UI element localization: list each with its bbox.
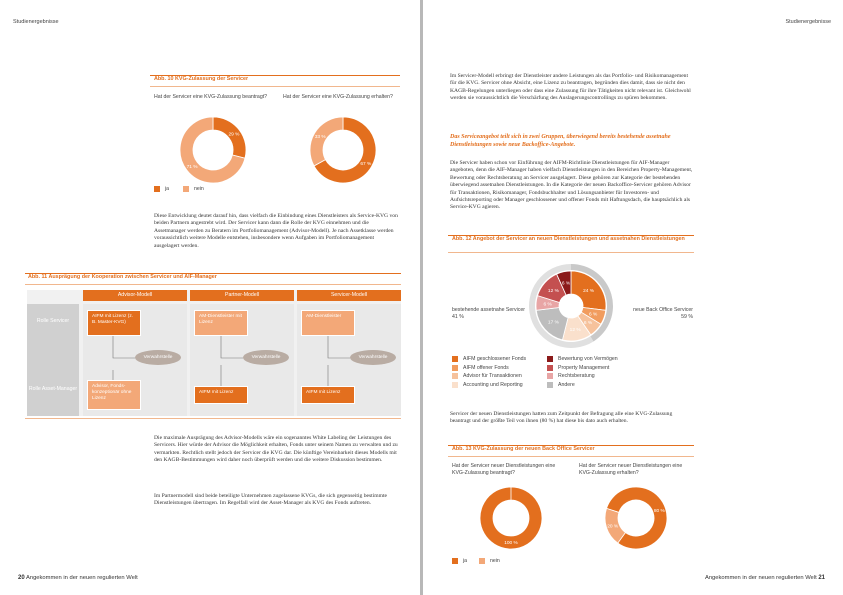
caption-rule-bottom [448,456,694,457]
caption-rule-bottom [448,252,694,253]
outer-label-text: bestehende assetnahe Servicer [452,307,525,313]
page-number: 21 [818,575,825,581]
legend-swatch [452,365,458,371]
legend-item-ja [452,558,467,564]
slice-label: 6 % [583,320,593,326]
figure-bottom-rule [25,418,401,419]
donut-slice [310,117,343,166]
outer-label-pct: 59 % [681,313,693,320]
legend-label: nein [194,186,204,192]
cooperation-diagram [27,290,401,416]
legend-item-ja [154,186,169,192]
legend-label: Advisor für Transaktionen [463,373,522,379]
slice-label: 6 % [589,312,598,318]
legend-label: Property Management [558,364,610,371]
legend-item [452,365,509,371]
legend-swatch [547,382,553,388]
legend-swatch [183,186,189,192]
figure-caption: Abb. 12 Angebot der Servicer an neuen Dienstleistungen und assetnahen Dienstleistungen [452,236,685,242]
figure-caption: Abb. 13 KVG-Zulassung der neuen Back Office Servicer [452,446,595,452]
slice-label: 80 % [653,509,665,515]
chart-question: Hat der Servicer eine KVG-Zulassung beantragt? [154,94,268,100]
body-paragraph: Im Servicer-Modell erbringt der Dienstleister andere Leistungen als das Portfolio- und Risikomanagement für die KVG. Servicer ohne Absicht, eine Lizenz zu beantragen, begründen dies damit, dass sie nicht den KAGB-Regelungen unterliegen oder dass eine Zulassung für ihre Tätigkeiten nicht relevant ist. Gleichwohl werden sie voraussichtlich die Verschärfung des Auslagerungscontrollings zu spüren bekommen. [450,73,691,102]
outer-label-right [633,307,693,320]
figure-caption: Abb. 10 KVG-Zulassung der Servicer [154,76,249,82]
legend-item [547,373,595,379]
body-paragraph: Servicer der neuen Dienstleistungen hatten zum Zeitpunkt der Befragung alle eine KVG-Zulassung beantragt und der größte Teil von ihnen (80 %) hat diese bis dato auch erhalten. [450,411,673,425]
legend-item-nein [183,186,204,192]
slice-label: 6 % [543,302,552,308]
legend-label: AIFM geschlossener Fonds [463,356,527,362]
chart-question: Hat der Servicer eine KVG-Zulassung erhalten? [283,94,393,100]
slice-label: 12 % [569,327,581,333]
box-aifm-licensed: AIFM mit Lizenz (z. B. Master-KVG) [87,310,141,336]
legend-label: ja [463,558,468,564]
depositary-ellipse: Verwahrstelle [243,350,289,365]
donut-chart-new-received [603,485,669,551]
legend-item [452,382,523,388]
slice-label: 29 % [228,132,240,138]
legend-item-nein [479,558,500,564]
legend-item [452,356,526,362]
legend-label: Bewertung von Vermögen [558,356,618,362]
footer-title: Angekommen in der neuen regulierten Welt [704,575,817,581]
legend-item [452,373,522,379]
box-am-provider: AM-Dienstleister [301,310,355,336]
box-am-provider: AM-Dienstleister mit Lizenz [194,310,248,336]
slice-label: 100 % [504,541,518,547]
donut-slice [213,117,246,158]
slice-label: 24 % [583,289,595,295]
legend-swatch [547,365,553,371]
legend-swatch [479,558,485,564]
body-paragraph: Die Servicer haben schon vor Einführung der AIFM-Richtlinie Dienstleistungen für AIF-Manager angeboten, denn die AIF-Manager haben vielfach Dienstleistungen in den Bereichen Property-Management, Bewertung oder Rechtsberatung an Servicer ausgelagert. Diese gehören zur Kategorie der bestehenden überwiegend assetnahen Dienstleistungen. In die Kategorie der neuen Backoffice-Servicer gehören Advisor für Transaktionen, Risikomanager, Fondsbuchhalter und Lösungsanbieter für Investoren- und Aufsichtsreporting oder Manager geschlossener und offener Fonds mit Haftungsdach, die hauptsächlich als Service-KVG agieren. [450,160,693,211]
outer-label-left [452,307,532,320]
donut-chart-new-applied [478,485,544,551]
legend-label: Accounting und Reporting [463,381,523,388]
depositary-ellipse: Verwahrstelle [135,350,181,365]
legend-label: Andere [558,381,575,388]
body-paragraph: Im Partnermodell sind beide beteiligte Unternehmen zugelassene KVGs, die sich gegenseitig bestimmte Dienstleistungen übertragen. Im Regelfall wird der Asset-Manager als KVG des Fonds auftreten. [154,493,388,507]
depositary-ellipse: Verwahrstelle [350,350,396,365]
page-footer [705,575,825,581]
legend-label: ja [165,186,170,192]
right-page [423,0,843,595]
legend-swatch [547,373,553,379]
legend-swatch [452,382,458,388]
role-label-asset-manager: Rolle Asset-Manager [28,386,78,392]
donut-slice [480,487,542,549]
box-advisor: Advisor, Fonds-konzeptionär ohne Lizenz [87,380,141,410]
running-header: Studienergebnisse [13,19,59,25]
page-footer [18,575,138,581]
slice-label: 20 % [607,524,619,530]
box-aifm-licensed: AIFM mit Lizenz [301,386,355,404]
body-paragraph: Diese Entwicklung deutet darauf hin, dass vielfach die Einbindung eines Dienstleisters als Service-KVG von beiden Partnern angestrebt wird. Der Servicer kann dann die Rolle der KVG einnehmen und die Assetmanager werden zu Beratern im Portfoliomanagement (Advisor-Modell). Je nach Assetklasse werden voraussichtlich weitere Modelle entstehen, insbesondere wenn Aufgaben im Portfoliomanagement ausgelagert werden. [154,213,398,249]
donut-chart-services [528,263,614,349]
chart-question: Hat der Servicer neuer Dienstleistungen eine KVG-Zulassung erhalten? [579,463,683,476]
running-header: Studienergebnisse [785,19,831,25]
donut-chart-applied [178,115,248,185]
legend-label: Rechtsberatung [558,373,595,379]
figure-caption: Abb. 11 Ausprägung der Kooperation zwischen Servicer und AIF-Manager [28,274,217,280]
legend-swatch [452,356,458,362]
outer-label-text: neue Back Office Servicer [633,307,693,313]
caption-rule-bottom [25,284,401,285]
footer-title: Angekommen in der neuen regulierten Welt [25,575,138,581]
body-paragraph: Die maximale Ausprägung des Advisor-Modells wäre ein sogenanntes White Labeling der Leistungen des Servicers. Hier würde der Advisor die Möglichkeit erhalten, Fonds unter seinem Namen zu verwalten und zu vermarkten. Rechtlich stellt jedoch der Servicer die KVG dar. Die künftige Vereinbarkeit dieses Modells mit den KAGB-Bestimmungen wird daher noch überprüft werden und die weitere Diskussion bestimmen. [154,435,398,464]
page-number: 20 [18,575,25,581]
column-header-partner: Partner-Modell [190,290,294,301]
slice-label: 6 % [561,281,571,287]
slice-label: 33 % [314,135,326,141]
section-heading: Das Serviceangebot teilt sich in zwei Gruppen, überwiegend bereits bestehende assetnahe Dienstleistungen sowie neue Backoffice-Angebote. [450,134,671,148]
role-label-servicer: Rolle Servicer [36,318,70,324]
chart-question: Hat der Servicer neuer Dienstleistungen eine KVG-Zulassung beantragt? [452,463,556,476]
column-header-advisor: Advisor-Modell [83,290,187,301]
slice-label: 67 % [360,162,372,168]
legend-item [547,356,618,362]
legend-swatch [154,186,160,192]
diagram-connectors [27,290,401,416]
slice-label: 12 % [547,289,559,295]
outer-label-pct: 41 % [452,313,464,320]
donut-chart-received [308,115,378,185]
caption-rule-bottom [150,86,400,87]
legend-item [547,365,609,371]
column-header-servicer: Servicer-Modell [297,290,401,301]
legend-swatch [452,373,458,379]
legend-swatch [452,558,458,564]
legend-label: nein [490,558,500,564]
legend-swatch [547,356,553,362]
box-aifm-licensed: AIFM mit Lizenz [194,386,248,404]
slice-label: 17 % [547,320,559,326]
legend-item [547,382,575,388]
slice-label: 71 % [186,164,198,170]
legend-label: AIFM offener Fonds [463,364,509,371]
left-page [0,0,420,595]
